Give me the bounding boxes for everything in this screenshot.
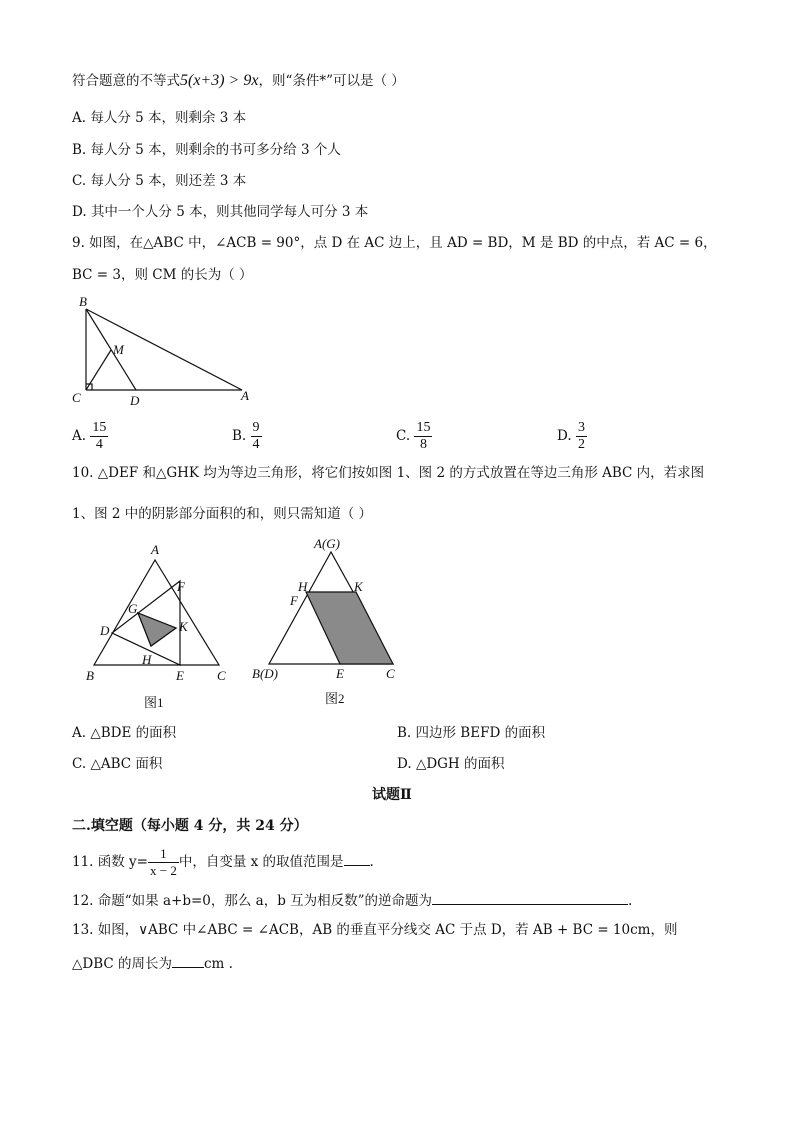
q10-option-a[interactable] bbox=[72, 724, 176, 742]
option-text: △ABC 面积 bbox=[90, 756, 163, 772]
fig1-label-f: F bbox=[177, 579, 185, 594]
q9-label-b: B bbox=[79, 294, 87, 309]
option-text: 每人分 5 本，则还差 3 本 bbox=[90, 173, 247, 189]
q10-figure-1 bbox=[80, 538, 240, 713]
option-fraction bbox=[576, 420, 587, 453]
option-letter: C. bbox=[72, 756, 87, 772]
option-letter: B. bbox=[72, 142, 87, 158]
q10-figure-2 bbox=[248, 530, 418, 710]
option-letter: C. bbox=[396, 428, 411, 444]
option-letter: D. bbox=[557, 428, 572, 444]
fig1-label-k: K bbox=[179, 619, 188, 634]
q12-text: 12. 命题“如果 a+b=0，那么 a，b 互为相反数”的逆命题为 bbox=[72, 893, 433, 909]
fraction-denominator: x − 2 bbox=[150, 863, 177, 878]
option-fraction bbox=[251, 420, 262, 453]
q13-line2-suffix: cm . bbox=[204, 956, 233, 972]
option-letter: A. bbox=[72, 110, 87, 126]
q11-prefix: 11. 函数 y= bbox=[72, 854, 148, 870]
q11-suffix: 中，自变量 x 的取值范围是 bbox=[178, 854, 344, 870]
q11-end: . bbox=[369, 854, 374, 870]
fig1-label-b: B bbox=[86, 668, 94, 683]
fig1-label-d: D bbox=[100, 623, 110, 638]
q10-option-c[interactable] bbox=[72, 755, 162, 773]
fig1-label-e: E bbox=[176, 668, 184, 683]
option-text: 其中一个人分 5 本，则其他同学每人可分 3 本 bbox=[90, 204, 369, 220]
q11-line bbox=[72, 844, 374, 880]
q9-line2: BC = 3，则 CM 的长为（ ） bbox=[72, 267, 253, 283]
q9-line1: 9. 如图，在△ABC 中，∠ACB = 90°，点 D 在 AC 边上，且 AD = BD，M 是 BD 的中点，若 AC = 6， bbox=[72, 235, 717, 251]
fig1-label-a: A bbox=[151, 542, 159, 557]
q13-line2 bbox=[72, 953, 233, 973]
option-letter: B. bbox=[397, 725, 412, 741]
fig2-label-e: E bbox=[336, 666, 344, 681]
q9-label-d: D bbox=[130, 393, 140, 407]
fig2-label-k: K bbox=[354, 579, 363, 594]
fraction-numerator: 9 bbox=[252, 420, 260, 435]
q9-label-a: A bbox=[241, 388, 249, 403]
fig1-caption: 图1 bbox=[144, 695, 164, 710]
part2-title: 二.填空题（每小题 4 分，共 24 分） bbox=[72, 818, 308, 834]
option-text: △DGH 的面积 bbox=[415, 756, 505, 772]
q12-end: . bbox=[628, 893, 633, 909]
fig2-caption: 图2 bbox=[325, 691, 345, 706]
fraction-denominator: 8 bbox=[419, 437, 427, 452]
fraction-denominator: 2 bbox=[577, 437, 585, 452]
fraction-numerator: 15 bbox=[416, 420, 431, 435]
fraction-numerator: 1 bbox=[148, 846, 179, 863]
q12-answer-blank[interactable] bbox=[432, 890, 628, 905]
q9-label-m: M bbox=[113, 342, 124, 357]
q8-option-a[interactable] bbox=[72, 109, 246, 127]
fraction-denominator: 4 bbox=[95, 437, 103, 452]
q11-answer-blank[interactable] bbox=[344, 851, 370, 866]
option-text: 四边形 BEFD 的面积 bbox=[415, 725, 546, 741]
fig2-label-h: H bbox=[298, 579, 308, 594]
option-fraction bbox=[414, 420, 432, 453]
q13-answer-blank[interactable] bbox=[172, 953, 204, 968]
option-letter: D. bbox=[72, 204, 87, 220]
fig1-label-c: C bbox=[217, 668, 226, 683]
q9-option-d[interactable] bbox=[557, 418, 587, 454]
fig2-label-ag: A(G) bbox=[314, 536, 340, 551]
q9-label-c: C bbox=[72, 390, 81, 405]
q8-option-b[interactable] bbox=[72, 141, 341, 159]
option-letter: A. bbox=[72, 725, 87, 741]
q11-fraction bbox=[148, 846, 179, 879]
q8-option-c[interactable] bbox=[72, 172, 246, 190]
q10-option-b[interactable] bbox=[397, 724, 545, 742]
q9-option-a[interactable] bbox=[72, 418, 108, 454]
q13-line1: 13. 如图，∨ABC 中∠ABC = ∠ACB，AB 的垂直平分线交 AC 于点 D，若 AB + BC = 10cm，则 bbox=[72, 922, 678, 938]
q10-line2: 1、图 2 中的阴影部分面积的和，则只需知道（ ） bbox=[72, 506, 373, 522]
option-text: 每人分 5 本，则剩余的书可多分给 3 个人 bbox=[90, 142, 341, 158]
section-title: 试题Ⅱ bbox=[372, 787, 412, 803]
q8-stem bbox=[72, 72, 405, 90]
fraction-denominator: 4 bbox=[252, 437, 260, 452]
q8-stem-prefix: 符合题意的不等式 bbox=[72, 73, 180, 89]
fig1-label-g: G bbox=[128, 601, 138, 616]
fig2-label-f: F bbox=[290, 593, 298, 608]
q9-figure bbox=[70, 292, 260, 407]
option-letter: B. bbox=[232, 428, 247, 444]
q13-line2-prefix: △DBC 的周长为 bbox=[72, 956, 172, 972]
q10-line1: 10. △DEF 和△GHK 均为等边三角形，将它们按如图 1、图 2 的方式放置在等边三角形 ABC 内，若求图 bbox=[72, 465, 705, 481]
q12-line bbox=[72, 890, 632, 910]
fig2-label-bd: B(D) bbox=[252, 666, 278, 681]
option-letter: C. bbox=[72, 173, 87, 189]
q8-inequality: 5(x+3) > 9x bbox=[180, 72, 259, 89]
q8-option-d[interactable] bbox=[72, 203, 368, 221]
fig1-label-h: H bbox=[142, 652, 152, 667]
q8-stem-suffix: ，则“条件*”可以是（ ） bbox=[258, 73, 405, 89]
fraction-numerator: 3 bbox=[577, 420, 585, 435]
option-text: △BDE 的面积 bbox=[90, 725, 177, 741]
option-letter: A. bbox=[72, 428, 87, 444]
option-fraction bbox=[90, 420, 108, 453]
q10-option-d[interactable] bbox=[397, 755, 505, 773]
option-text: 每人分 5 本，则剩余 3 本 bbox=[90, 110, 247, 126]
q9-option-b[interactable] bbox=[232, 418, 262, 454]
fig2-label-c: C bbox=[386, 666, 395, 681]
option-letter: D. bbox=[397, 756, 412, 772]
fraction-numerator: 15 bbox=[92, 420, 107, 435]
q9-option-c[interactable] bbox=[396, 418, 432, 454]
